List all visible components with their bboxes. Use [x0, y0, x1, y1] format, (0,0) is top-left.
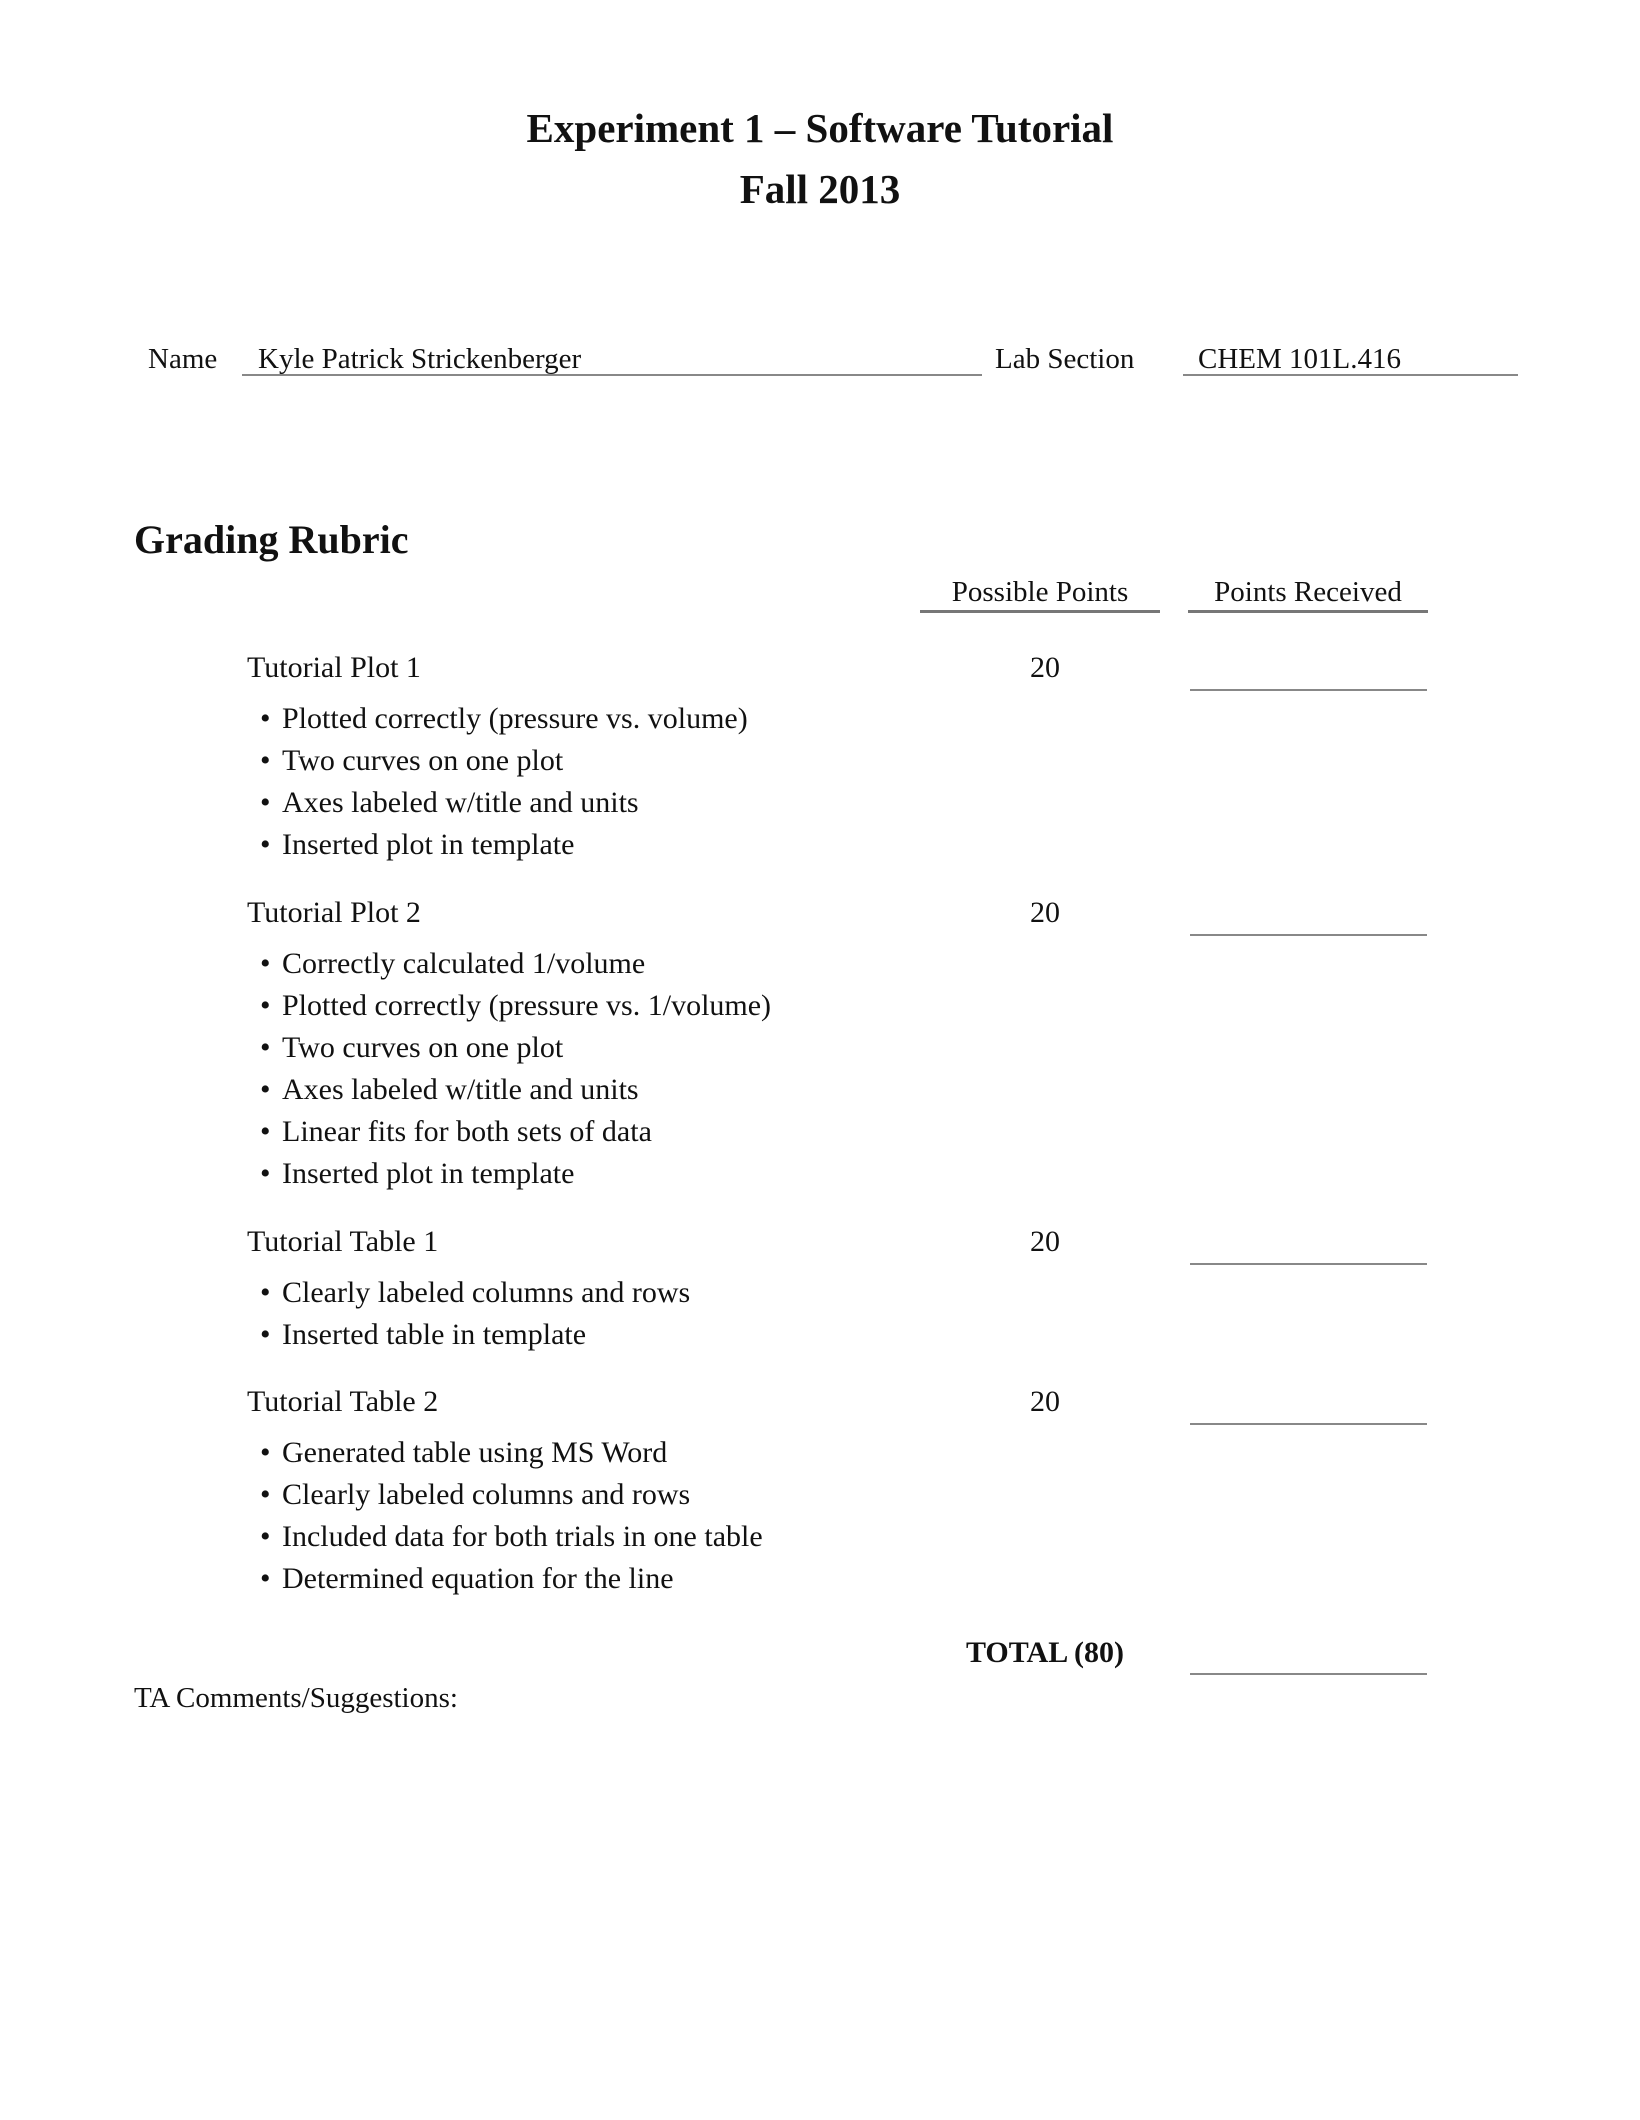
bullet-icon: •: [260, 1478, 271, 1511]
criterion-text: Inserted plot in template: [282, 828, 575, 861]
criterion-item: [260, 740, 748, 782]
criterion-item: [260, 985, 771, 1027]
total-received-blank[interactable]: [1190, 1673, 1427, 1675]
document-subtitle: Fall 2013: [739, 166, 901, 212]
criteria-list: [260, 698, 748, 866]
criterion-item: [260, 1432, 763, 1474]
section-possible-points: 20: [1030, 1385, 1060, 1418]
possible-points-header: Possible Points: [951, 576, 1129, 608]
criterion-text: Plotted correctly (pressure vs. volume): [282, 702, 748, 735]
bullet-icon: •: [260, 989, 271, 1022]
section-possible-points: 20: [1030, 651, 1060, 684]
rubric-heading: Grading Rubric: [134, 517, 409, 562]
bullet-icon: •: [260, 1276, 271, 1309]
bullet-icon: •: [260, 1031, 271, 1064]
criteria-list: [260, 943, 771, 1195]
criterion-item: [260, 1111, 771, 1153]
criterion-item: [260, 1516, 763, 1558]
section-name: Tutorial Table 1: [247, 1225, 439, 1258]
total-label: TOTAL (80): [965, 1636, 1125, 1669]
section-possible-points: 20: [1030, 896, 1060, 929]
criterion-text: Included data for both trials in one table: [282, 1520, 763, 1553]
section-name: Tutorial Plot 2: [247, 896, 421, 929]
bullet-icon: •: [260, 744, 271, 777]
criterion-item: [260, 943, 771, 985]
criterion-text: Axes labeled w/title and units: [282, 1073, 639, 1106]
name-value: Kyle Patrick Strickenberger: [258, 343, 582, 375]
bullet-icon: •: [260, 1318, 271, 1351]
criterion-item: [260, 824, 748, 866]
bullet-icon: •: [260, 947, 271, 980]
document-title: Experiment 1 – Software Tutorial: [526, 105, 1114, 151]
points-received-blank[interactable]: [1190, 1263, 1427, 1265]
criterion-text: Two curves on one plot: [282, 744, 564, 777]
ta-comments-label: TA Comments/Suggestions:: [134, 1682, 458, 1714]
points-received-header: Points Received: [1214, 576, 1402, 608]
lab-section-value: CHEM 101L.416: [1198, 343, 1401, 375]
criteria-list: [260, 1272, 690, 1356]
bullet-icon: •: [260, 1115, 271, 1148]
points-received-blank[interactable]: [1190, 689, 1427, 691]
criterion-item: [260, 698, 748, 740]
points-received-blank[interactable]: [1190, 1423, 1427, 1425]
criterion-text: Clearly labeled columns and rows: [282, 1478, 691, 1511]
criterion-item: [260, 1153, 771, 1195]
criterion-item: [260, 1272, 690, 1314]
bullet-icon: •: [260, 1073, 271, 1106]
criterion-text: Determined equation for the line: [282, 1562, 674, 1595]
criterion-text: Two curves on one plot: [282, 1031, 564, 1064]
bullet-icon: •: [260, 828, 271, 861]
bullet-icon: •: [260, 1157, 271, 1190]
criterion-text: Clearly labeled columns and rows: [282, 1276, 691, 1309]
criterion-text: Inserted plot in template: [282, 1157, 575, 1190]
bullet-icon: •: [260, 786, 271, 819]
points-received-rule: [1188, 610, 1428, 613]
bullet-icon: •: [260, 702, 271, 735]
possible-points-rule: [920, 610, 1160, 613]
criterion-text: Generated table using MS Word: [282, 1436, 668, 1469]
criterion-text: Inserted table in template: [282, 1318, 587, 1351]
criterion-item: [260, 1027, 771, 1069]
name-label: Name: [148, 343, 218, 375]
criterion-item: [260, 1474, 763, 1516]
criterion-text: Plotted correctly (pressure vs. 1/volume): [282, 989, 772, 1022]
criteria-list: [260, 1432, 763, 1600]
criterion-item: [260, 1558, 763, 1600]
lab-section-underline: [1183, 374, 1518, 376]
criterion-text: Linear fits for both sets of data: [282, 1115, 652, 1148]
name-underline: [242, 374, 982, 376]
criterion-item: [260, 782, 748, 824]
section-name: Tutorial Plot 1: [247, 651, 421, 684]
criterion-item: [260, 1069, 771, 1111]
section-possible-points: 20: [1030, 1225, 1060, 1258]
lab-section-label: Lab Section: [995, 343, 1135, 375]
section-name: Tutorial Table 2: [247, 1385, 439, 1418]
criterion-item: [260, 1314, 690, 1356]
bullet-icon: •: [260, 1436, 271, 1469]
criterion-text: Correctly calculated 1/volume: [282, 947, 646, 980]
bullet-icon: •: [260, 1562, 271, 1595]
criterion-text: Axes labeled w/title and units: [282, 786, 639, 819]
bullet-icon: •: [260, 1520, 271, 1553]
points-received-blank[interactable]: [1190, 934, 1427, 936]
